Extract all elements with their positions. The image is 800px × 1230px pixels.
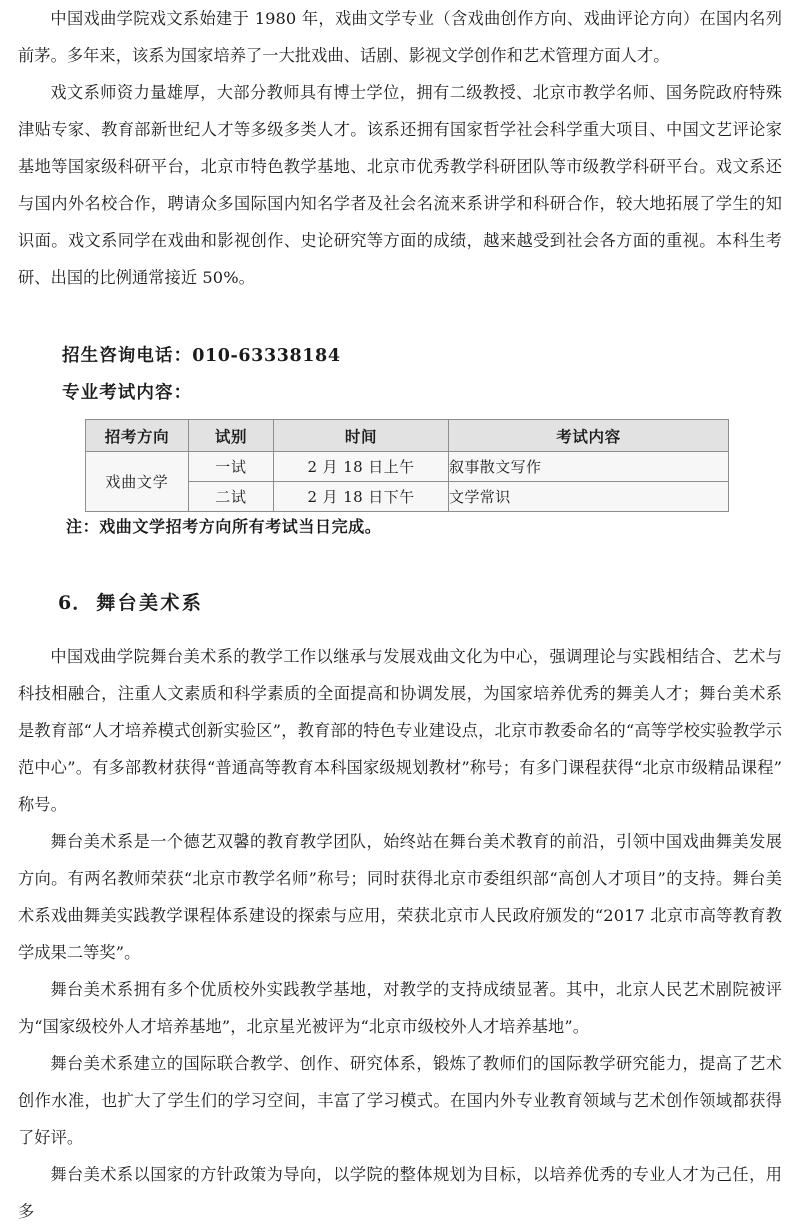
cell-round-2: 二试 — [189, 482, 274, 512]
admissions-contact-line — [18, 338, 782, 375]
paragraph-stage-design-2: 舞台美术系是一个德艺双馨的教育教学团队，始终站在舞台美术教育的前沿，引领中国戏曲舞美发展方向。有两名教师荣获“北京市教学名师”称号；同时获得北京市委组织部“高创人才项目”的支持。舞台美术系戏曲舞美实践教学课程体系建设的探索与应用，荣获北京市人民政府颁发的“2017 北京市高等教育教学成果二等奖”。 — [18, 832, 782, 962]
table-header-row — [86, 420, 729, 452]
cell-content-1: 叙事散文写作 — [449, 452, 729, 482]
cell-time-1: 2 月 18 日上午 — [274, 452, 449, 482]
table-header-time: 时间 — [274, 420, 449, 452]
spacer-before-section-6 — [18, 542, 782, 584]
spacer-before-table — [18, 412, 782, 419]
exam-schedule-table — [85, 419, 729, 512]
table-header-content: 考试内容 — [449, 420, 729, 452]
paragraph-stage-design-4: 舞台美术系建立的国际联合教学、创作、研究体系，锻炼了教师们的国际教学研究能力，提高了艺术创作水准，也扩大了学生们的学习空间，丰富了学习模式。在国内外专业教育领域与艺术创作领域都获得了好评。 — [18, 1054, 782, 1147]
paragraph-stage-design-1: 中国戏曲学院舞台美术系的教学工作以继承与发展戏曲文化为中心，强调理论与实践相结合、艺术与科技相融合，注重人文素质和科学素质的全面提高和协调发展，为国家培养优秀的舞美人才；舞台美术系是教育部“人才培养模式创新实验区”，教育部的特色专业建设点，北京市教委命名的“高等学校实验教学示范中心”。有多部教材获得“普通高等教育本科国家级规划教材”称号；有多门课程获得“北京市级精品课程”称号。 — [18, 647, 782, 814]
paragraph-dramatic-lit-1: 中国戏曲学院戏文系始建于 1980 年，戏曲文学专业（含戏曲创作方向、戏曲评论方向）在国内名列前茅。多年来，该系为国家培养了一大批戏曲、话剧、影视文学创作和艺术管理方面人才。 — [18, 9, 782, 65]
cell-round-1: 一试 — [189, 452, 274, 482]
section-heading-stage-design — [18, 584, 782, 622]
admissions-contact-label: 招生咨询电话： — [62, 346, 193, 366]
spacer-after-section-heading — [18, 622, 782, 638]
spacer-before-contact — [18, 296, 782, 338]
admissions-phone-number: 010-63338184 — [192, 346, 341, 366]
section-number: 6． — [58, 592, 93, 614]
table-header-round: 试别 — [189, 420, 274, 452]
exam-table-wrapper — [18, 419, 782, 512]
paragraph-dramatic-lit-2: 戏文系师资力量雄厚，大部分教师具有博士学位，拥有二级教授、北京市教学名师、国务院政府特殊津贴专家、教育部新世纪人才等多级多类人才。该系还拥有国家哲学社会科学重大项目、中国文艺评论家基地等国家级科研平台，北京市特色教学基地、北京市优秀教学科研团队等市级教学科研平台。戏文系还与国内外名校合作，聘请众多国际国内知名学者及社会名流来系讲学和科研合作，较大地拓展了学生的知识面。戏文系同学在戏曲和影视创作、史论研究等方面的成绩，越来越受到社会各方面的重视。本科生考研、出国的比例通常接近 50%。 — [18, 83, 782, 287]
exam-content-label: 专业考试内容： — [62, 383, 193, 403]
cell-direction-drama-literature: 戏曲文学 — [86, 452, 189, 512]
cell-content-2: 文学常识 — [449, 482, 729, 512]
paragraph-stage-design-3: 舞台美术系拥有多个优质校外实践教学基地，对教学的支持成绩显著。其中，北京人民艺术剧院被评为“国家级校外人才培养基地”，北京星光被评为“北京市级校外人才培养基地”。 — [18, 980, 782, 1036]
section-title: 舞台美术系 — [96, 592, 204, 614]
table-row — [86, 452, 729, 482]
exam-table-note: 注：戏曲文学招考方向所有考试当日完成。 — [66, 517, 382, 536]
cell-time-2: 2 月 18 日下午 — [274, 482, 449, 512]
paragraph-stage-design-5: 舞台美术系以国家的方针政策为导向，以学院的整体规划为目标，以培养优秀的专业人才为己任，用多 — [18, 1165, 782, 1221]
table-header-direction: 招考方向 — [86, 420, 189, 452]
